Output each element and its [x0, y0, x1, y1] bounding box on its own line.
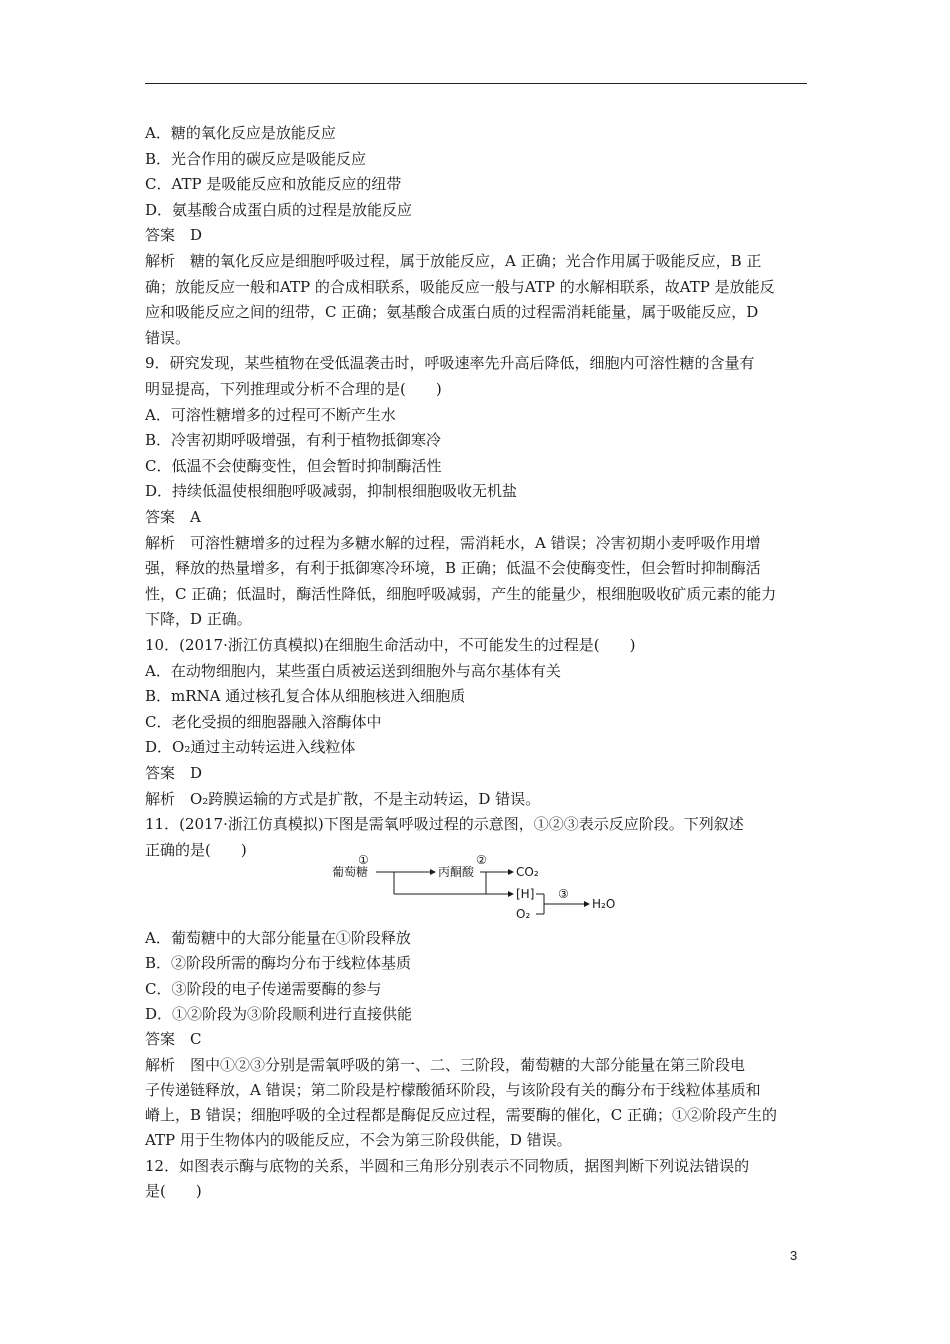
arrowhead-pyruvate: [430, 869, 436, 875]
text-line: 11．(2017·浙江仿真模拟)下图是需氧呼吸过程的示意图，①②③表示反应阶段。下列叙述: [145, 815, 744, 834]
page-number: 3: [790, 1248, 798, 1263]
text-line: 解析 糖的氧化反应是细胞呼吸过程，属于放能反应，A 正确；光合作用属于吸能反应，B 正: [145, 252, 762, 270]
text-line: 解析 可溶性糖增多的过程为多糖水解的过程，需消耗水，A 错误；冷害初期小麦呼吸作用增: [145, 533, 761, 552]
label-step3: ③: [558, 887, 569, 901]
text-line: 确；放能反应一般和ATP 的合成相联系，吸能反应一般与ATP 的水解相联系，故ATP 是放能反: [145, 277, 775, 296]
arrowhead-h2o: [584, 901, 590, 907]
text-line: C．ATP 是吸能反应和放能反应的纽带: [145, 175, 402, 194]
text-line: 12．如图表示酶与底物的关系，半圆和三角形分别表示不同物质，据图判断下列说法错误的: [145, 1156, 750, 1175]
label-h: [H]: [516, 887, 535, 901]
text-line: C．③阶段的电子传递需要酶的参与: [145, 979, 382, 998]
text-line: ATP 用于生物体内的吸能反应，不会为第三阶段供能，D 错误。: [145, 1131, 572, 1150]
label-co2: CO₂: [516, 865, 539, 879]
text-line: 嵴上，B 错误；细胞呼吸的全过程都是酶促反应过程，需要酶的催化，C 正确；①②阶段产生的: [145, 1106, 778, 1125]
text-line: A．在动物细胞内，某些蛋白质被运送到细胞外与高尔基体有关: [145, 661, 561, 680]
text-line: 子传递链释放，A 错误；第二阶段是柠檬酸循环阶段，与该阶段有关的酶分布于线粒体基质和: [145, 1080, 761, 1099]
text-line: 应和吸能反应之间的纽带，C 正确；氨基酸合成蛋白质的过程需消耗能量，属于吸能反应，D: [145, 303, 759, 322]
text-line: 正确的是( ): [145, 840, 247, 859]
text-line: 下降，D 正确。: [145, 610, 252, 629]
text-line: C．老化受损的细胞器融入溶酶体中: [145, 712, 382, 731]
text-line: 答案 C: [145, 1030, 202, 1049]
aerobic-respiration-diagram: [330, 852, 630, 922]
text-line: 解析 图中①②③分别是需氧呼吸的第一、二、三阶段，葡萄糖的大部分能量在第三阶段电: [145, 1055, 746, 1074]
header-rule: [145, 83, 807, 84]
text-line: 是( ): [145, 1182, 202, 1200]
label-pyruvate: 丙酮酸: [438, 865, 475, 879]
text-line: B．光合作用的碳反应是吸能反应: [145, 149, 367, 168]
label-o2: O₂: [516, 907, 531, 921]
text-line: 10．(2017·浙江仿真模拟)在细胞生命活动中，不可能发生的过程是( ): [145, 636, 636, 654]
text-line: A．糖的氧化反应是放能反应: [145, 124, 336, 142]
text-line: 错误。: [145, 328, 191, 347]
text-line: 答案 D: [145, 226, 203, 245]
text-line: 性，C 正确；低温时，酶活性降低，细胞呼吸减弱，产生的能量少，根细胞吸收矿质元素的能力: [145, 584, 777, 603]
text-line: 答案 A: [145, 508, 201, 526]
text-line: B．②阶段所需的酶均分布于线粒体基质: [145, 954, 412, 973]
text-line: A．可溶性糖增多的过程可不断产生水: [145, 405, 396, 424]
label-step1: ①: [358, 853, 369, 867]
text-line: B．冷害初期呼吸增强，有利于植物抵御寒冷: [145, 431, 442, 450]
label-h2o: H₂O: [592, 897, 616, 911]
text-line: D．氨基酸合成蛋白质的过程是放能反应: [145, 200, 413, 219]
label-step2: ②: [476, 853, 487, 867]
text-line: 强，释放的热量增多，有利于抵御寒冷环境，B 正确；低温不会使酶变性，但会暂时抑制酶活: [145, 559, 761, 578]
text-line: B．mRNA 通过核孔复合体从细胞核进入细胞质: [145, 687, 466, 706]
text-line: D．持续低温使根细胞呼吸减弱，抑制根细胞吸收无机盐: [145, 482, 518, 501]
arrowhead-h: [508, 891, 514, 897]
text-line: C．低温不会使酶变性，但会暂时抑制酶活性: [145, 456, 442, 475]
label-glucose: 葡萄糖: [332, 865, 369, 879]
arrowhead-co2: [508, 869, 514, 875]
text-line: 答案 D: [145, 764, 203, 782]
text-line: D．O₂通过主动转运进入线粒体: [145, 738, 356, 757]
text-line: A．葡萄糖中的大部分能量在①阶段释放: [145, 929, 411, 947]
text-line: 解析 O₂跨膜运输的方式是扩散，不是主动转运，D 错误。: [145, 789, 541, 808]
text-line: 明显提高，下列推理或分析不合理的是( ): [145, 380, 442, 398]
text-line: D．①②阶段为③阶段顺利进行直接供能: [145, 1004, 413, 1023]
text-line: 9．研究发现，某些植物在受低温袭击时，呼吸速率先升高后降低，细胞内可溶性糖的含量有: [145, 354, 755, 373]
